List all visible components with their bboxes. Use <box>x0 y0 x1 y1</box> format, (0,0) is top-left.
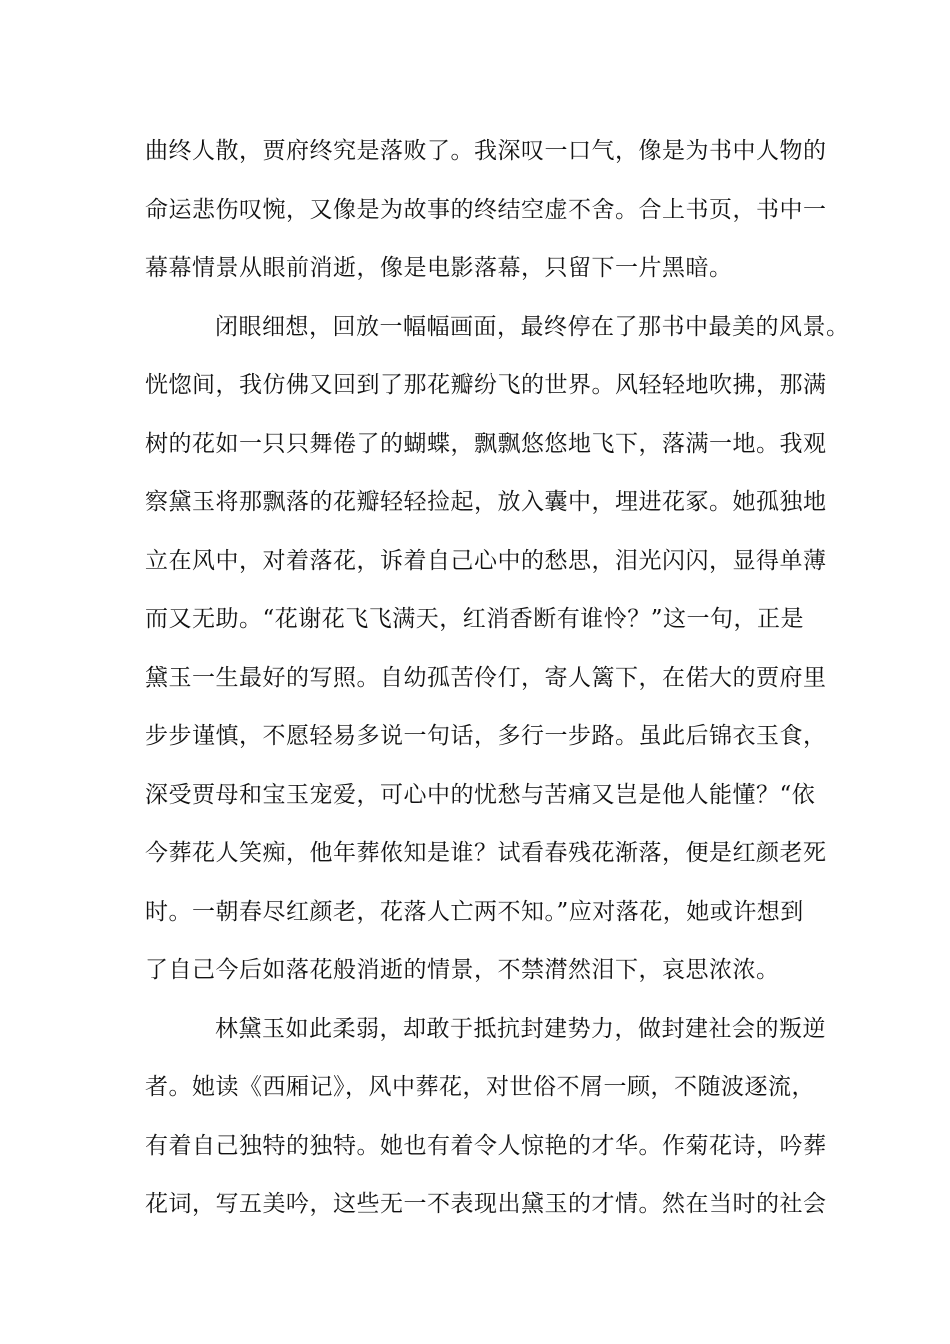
text-line: 立在风中，对着落花，诉着自己心中的愁思，泪光闪闪，显得单薄 <box>145 548 827 574</box>
text-line: 命运悲伤叹惋，又像是为故事的终结空虚不舍。合上书页，书中一 <box>145 197 827 223</box>
text-line: 而又无助。“花谢花飞飞满天，红消香断有谁怜？”这一句，正是 <box>145 606 805 632</box>
text-line: 察黛玉将那飘落的花瓣轻轻捡起，放入囊中，埋进花冢。她孤独地 <box>145 489 827 515</box>
text-line: 树的花如一只只舞倦了的蝴蝶，飘飘悠悠地飞下，落满一地。我观 <box>145 431 827 457</box>
text-line: 深受贾母和宝玉宠爱，可心中的忧愁与苦痛又岂是他人能懂？“依 <box>145 782 816 808</box>
text-line: 曲终人散，贾府终究是落败了。我深叹一口气，像是为书中人物的 <box>145 138 827 164</box>
paragraph-first-line: 林黛玉如此柔弱，却敢于抵抗封建势力，做封建社会的叛逆 <box>215 1016 826 1042</box>
paragraph-first-line: 闭眼细想，回放一幅幅画面，最终停在了那书中最美的风景。 <box>215 314 850 340</box>
text-line: 了自己今后如落花般消逝的情景，不禁潸然泪下，哀思浓浓。 <box>145 957 780 983</box>
text-line: 恍惚间，我仿佛又回到了那花瓣纷飞的世界。风轻轻地吹拂，那满 <box>145 372 827 398</box>
text-line: 有着自己独特的独特。她也有着令人惊艳的才华。作菊花诗，吟葬 <box>145 1133 827 1159</box>
text-line: 步步谨慎，不愿轻易多说一句话，多行一步路。虽此后锦衣玉食， <box>145 723 827 749</box>
text-line: 今葬花人笑痴，他年葬侬知是谁？试看春残花渐落，便是红颜老死 <box>145 840 827 866</box>
text-line: 者。她读《西厢记》，风中葬花，对世俗不屑一顾，不随波逐流， <box>145 1074 815 1100</box>
text-line: 时。一朝春尽红颜老，花落人亡两不知。”应对落花，她或许想到 <box>145 899 804 925</box>
text-line: 幕幕情景从眼前消逝，像是电影落幕，只留下一片黑暗。 <box>145 255 733 281</box>
text-line: 花词，写五美吟，这些无一不表现出黛玉的才情。然在当时的社会 <box>145 1191 827 1217</box>
text-line: 黛玉一生最好的写照。自幼孤苦伶仃，寄人篱下，在偌大的贾府里 <box>145 665 827 691</box>
